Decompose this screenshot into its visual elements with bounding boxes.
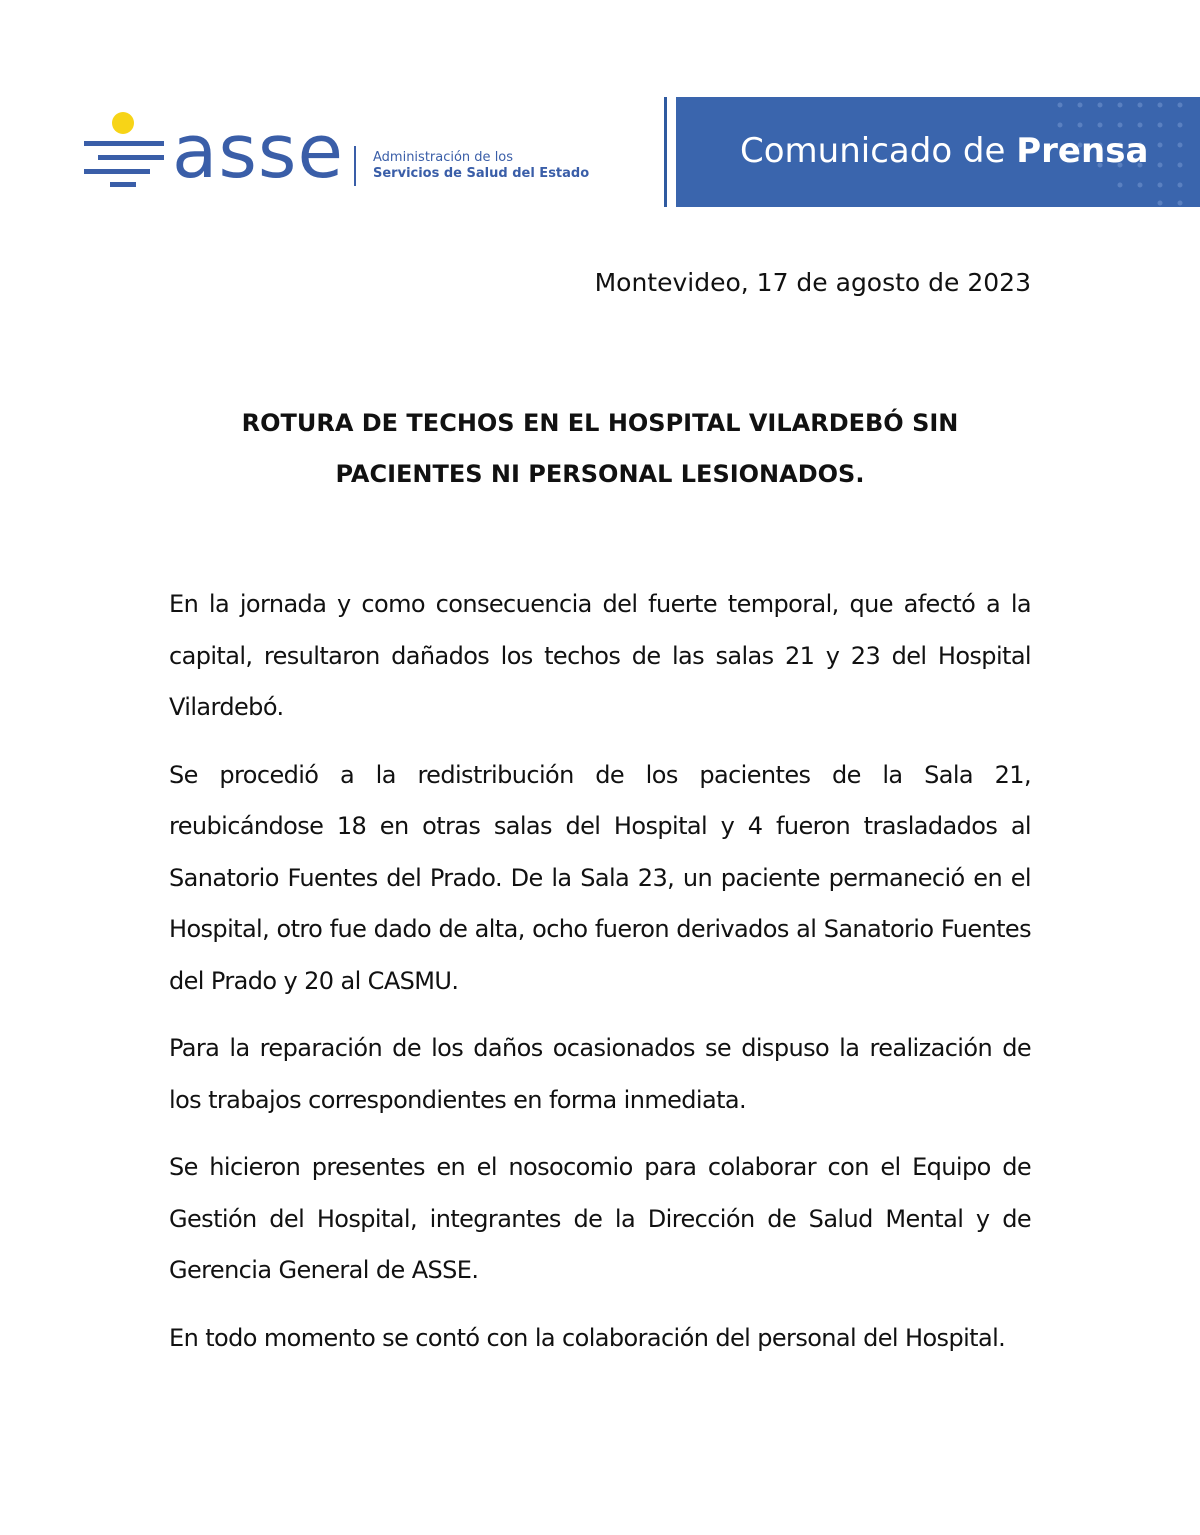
document-body [169,579,1031,1380]
banner-title [740,129,1148,173]
headline-line-2: PACIENTES NI PERSONAL LESIONADOS. [335,460,865,488]
banner-title-regular: Comunicado de [740,131,1006,171]
document-date: Montevideo, 17 de agosto de 2023 [594,268,1031,297]
banner-title-bold: Prensa [1016,131,1149,171]
body-paragraph: En la jornada y como consecuencia del fuerte temporal, que afectó a la capital, resultaron dañados los techos de las salas 21 y 23 del Hospital Vilardebó. [169,590,1031,721]
logo-tagline-line1: Administración de los [373,150,514,165]
headline-line-1: ROTURA DE TECHOS EN EL HOSPITAL VILARDEBÓ SIN [241,409,959,437]
press-release-banner [676,97,1200,207]
body-paragraph: Se procedió a la redistribución de los pacientes de la Sala 21, reubicándose 18 en otras salas del Hospital y 4 fueron trasladados al Sanatorio Fuentes del Prado. De la Sala 23, un paciente permaneció en el Hospital, otro fue dado de alta, ocho fueron derivados al Sanatorio Fuentes del Prado y 20 al CASMU. [169,760,1031,995]
document-headline [170,398,1030,500]
asse-wordmark: asse [172,109,344,195]
banner-accent-rule [664,97,667,207]
body-paragraph: Para la reparación de los daños ocasionados se dispuso la realización de los trabajos correspondientes en forma inmediata. [169,1034,1031,1114]
body-paragraph: En todo momento se contó con la colaboración del personal del Hospital. [169,1323,1006,1352]
logo-tagline [373,150,589,182]
logo-tagline-line2: Servicios de Salud del Estado [373,166,590,181]
logo-divider [354,146,356,186]
body-paragraph: Se hicieron presentes en el nosocomio para colaborar con el Equipo de Gestión del Hospital, integrantes de la Dirección de Salud Mental y de Gerencia General de ASSE. [169,1153,1031,1284]
asse-logo-icon [84,108,164,192]
